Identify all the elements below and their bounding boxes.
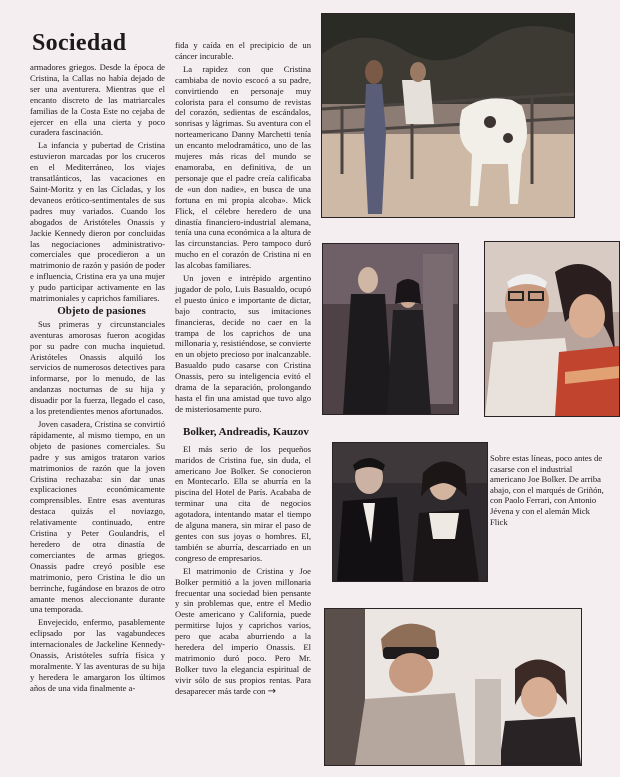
- photo-horse-fence-image: [322, 14, 574, 217]
- column2-paragraph-2: La rapidez con que Cristina cambiaba de novio escocó a su padre, convirtiendo en personaje muy colorista para el consumo de revistas del corazón, sedientas de escándalos, sonrisas y lágrimas. Su aventura con el norteamericano Danny Marchetti tenía un encanto melodramático, uno de las mujeres más ricas del mundo se enamoraba, en definitiva, de un personaje que el padre creía calificaba de «un don nadie», en busca de una fortuna en mi propia alcoba». Mick Flick, el célebre heredero de una dinastía financiero-industrial alemana, tenía una cuna económica a la altura de las circunstancias. Pero tampoco duró mucho en el corazón de Cristina ni en las alcobas familiares.: [175, 63, 311, 271]
- photo-caption: [490, 453, 608, 529]
- photo-couple-night: [332, 442, 488, 582]
- photo-horse-fence: [321, 13, 575, 218]
- subhead-bolker-andreadis-kauzov: Bolker, Andreadis, Kauzov: [183, 425, 309, 438]
- photo-couple-glasses: [484, 241, 620, 417]
- photo-ski-hat-image: [325, 609, 581, 765]
- continue-arrow-icon: →: [267, 685, 276, 697]
- column2-paragraph-3: Un joven e intrépido argentino jugador de polo, Luis Basualdo, ocupó el puesto único e importante de dictar, bajo contracto, sus imitaciones financieras, decide no caer en la trampa de los caprichos de una millonaria y, resistiéndose, se convierte en un objeto precioso por inalcanzable. Basualdo pudo casarse con Cristina Onassis, pero su inteligencia evitó el drama de la separación, prolongando hasta el fin una amistad que tuvo algo de misteriosamente puro.: [175, 273, 311, 414]
- photo-couple-night-image: [333, 443, 487, 581]
- column1-paragraph-1: armadores griegos. Desde la época de Cristina, la Callas no había dejado de ser una aventurera. Mientras que el encanto discreto de las matriarcales familias de la Costa Este no cejaba de ejercer en ella una cierta y poco curadera fascinación.: [30, 62, 165, 138]
- column2-paragraph-5-text: El matrimonio de Cristina y Joe Bolker permitió a la joven millonaria frecuentar una sociedad bien pensante y sin problemas que, entre el Medio Oeste americano y California, puede permitirse lujos y caprichos varios, pero que acaba aburriendo a la heredera del imperio Onassis. El matrimonio duró poco. Pero Mr. Bolker tuvo la elegancia espiritual de vivir sólo de sus propios rentas. Para desaparecer más tarde con: [175, 565, 311, 696]
- photo-couple-suit-image: [323, 244, 458, 414]
- column1-paragraph-4: Joven casadera, Cristina se convirtió rápidamente, al mismo tiempo, en un objeto de pasiones comerciales. Su padre y sus amigos trataron varios matrimonios de razón que la joven Cristina rechazaba: sin dar unas explicaciones económicamente comprensibles. Entre esas aventuras destaca quizás el noviazgo, relativamente continuado, entre Cristina y Peter Goulandris, el heredero de otra dinastía de comerciantes de armas griegos. Onassis padre creyó posible ese matrimonio, pero Cristina le dio un berrinche, fugándose en brazos de otro amante menos aleccionante durante una temporada.: [30, 419, 165, 615]
- article-column-1: [30, 62, 165, 696]
- photo-caption-text: Sobre estas líneas, poco antes de casarse con el industrial americano Joe Bolker. De arriba abajo, con el marqués de Griñón, con Paolo Ferrari, con Antonio Jévena y con el alemán Mick Flick: [490, 453, 604, 527]
- photo-couple-suit: [322, 243, 459, 415]
- subhead-objeto-de-pasiones: Objeto de pasiones: [57, 304, 146, 317]
- section-title: Sociedad: [32, 30, 127, 56]
- photo-ski-hat: [324, 608, 582, 766]
- column2-paragraph-4: El más serio de los pequeños maridos de Cristina fue, sin duda, el americano Joe Bolker. Se conocieron en Montecarlo. Ella se aburría en la piscina del Hotel de París. Acababa de terminar una cita de negocios agotadora, intentando matar el tiempo de alguna manera, sin mirar el paso de gentes con sus joyas o hombres. El, también se aburría, descarriado en un congreso de empresarios.: [175, 443, 311, 563]
- photo-couple-glasses-image: [485, 242, 619, 416]
- article-column-2: [175, 40, 311, 700]
- column2-paragraph-1: fida y caída en el precipicio de un cáncer incurable.: [175, 40, 311, 61]
- column1-paragraph-5: Envejecido, enfermo, pasablemente eclipsado por las vagabundeces internacionales de Jackeline Kennedy-Onassis, Aristóteles sufría física y moralmente. Y las aventuras de su hija y heredera le amargaron los últimos años de una vida finalmente a-: [30, 617, 165, 693]
- column1-paragraph-2: La infancia y pubertad de Cristina estuvieron marcadas por los cruceros en el Mediterráneo, los viajes transatlánticos, las vacaciones en Saint-Moritz y en las Cícladas, y los devaneos erótico-sentimentales de sus padres muy variados. Cuando los abogados de Aristóteles Onassis y Jackie Kennedy dieron por concluidas las negociaciones administrativo-comerciales que procedieron a un matrimonio de razón y pasión de poder e influencia, Cristina era ya una mujer y pudo participar activamente en las matrimoniales y caprichos familiares.: [30, 140, 165, 304]
- column1-paragraph-3: Sus primeras y circunstanciales aventuras amorosas fueron acogidas por su padre con mucha inquietud. Aristóteles Onassis alquiló los servicios de numerosos detectives para informarse, por lo menudo, de las andanzas nocturnas de su hija y disuadir por la fuerza, llegado el caso, a los pretendientes menos afortunados.: [30, 318, 165, 417]
- column2-paragraph-5: [175, 566, 311, 698]
